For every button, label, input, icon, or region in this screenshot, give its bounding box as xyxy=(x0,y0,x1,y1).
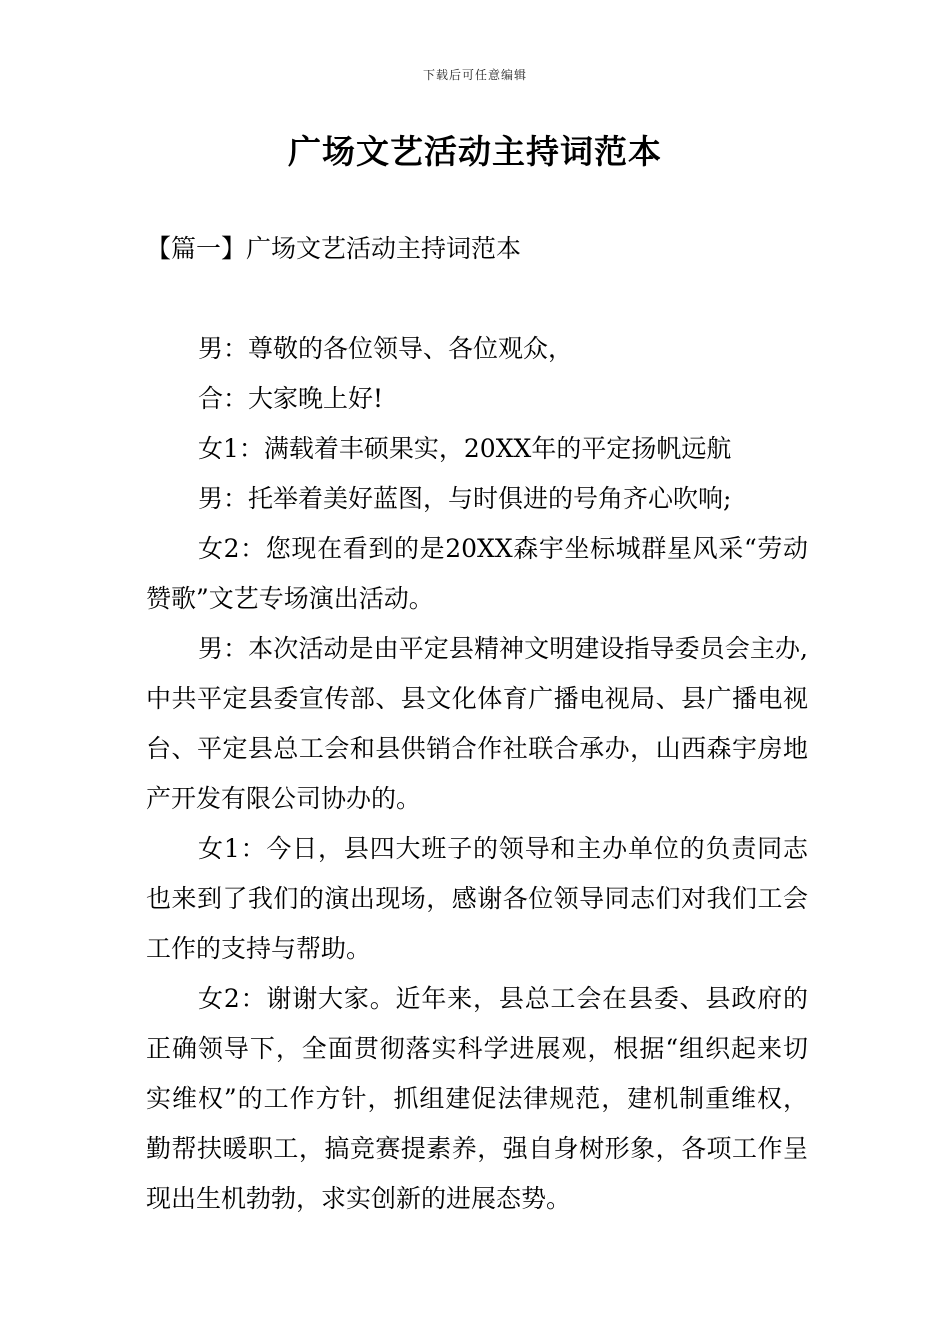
document-body xyxy=(146,324,808,1224)
section-heading: 【篇一】广场文艺活动主持词范本 xyxy=(146,234,522,263)
document-title: 广场文艺活动主持词范本 xyxy=(288,132,662,171)
paragraph-male-opening: 男：托举着美好蓝图，与时俱进的号角齐心吹响; xyxy=(198,484,732,513)
paragraph-greeting-male: 男：尊敬的各位领导、各位观众， xyxy=(198,334,574,363)
paragraph-female2-event: 女2：您现在看到的是20XX森宇坐标城群星风采“劳动赞歌”文艺专场演出活动。 xyxy=(146,534,808,613)
paragraph-female1-leaders: 女1：今日，县四大班子的领导和主办单位的负责同志也来到了我们的演出现场，感谢各位领导同志们对我们工会工作的支持与帮助。 xyxy=(146,834,808,963)
paragraph-female2-progress: 女2：谢谢大家。近年来，县总工会在县委、县政府的正确领导下，全面贯彻落实科学进展观，根据“组织起来切实维权”的工作方针，抓组建促法律规范，建机制重维权，勤帮扶暖职工，搞竞赛提素养，强自身树形象，各项工作呈现出生机勃勃，求实创新的进展态势。 xyxy=(146,984,808,1213)
paragraph-male-organizers: 男：本次活动是由平定县精神文明建设指导委员会主办,中共平定县委宣传部、县文化体育广播电视局、县广播电视台、平定县总工会和县供销合作社联合承办，山西森宇房地产开发有限公司协办的。 xyxy=(146,634,808,813)
paragraph-greeting-together: 合：大家晚上好! xyxy=(198,384,384,413)
header-note: 下载后可任意编辑 xyxy=(422,68,527,82)
paragraph-female1-opening: 女1：满载着丰硕果实，20XX年的平定扬帆远航 xyxy=(198,434,732,463)
